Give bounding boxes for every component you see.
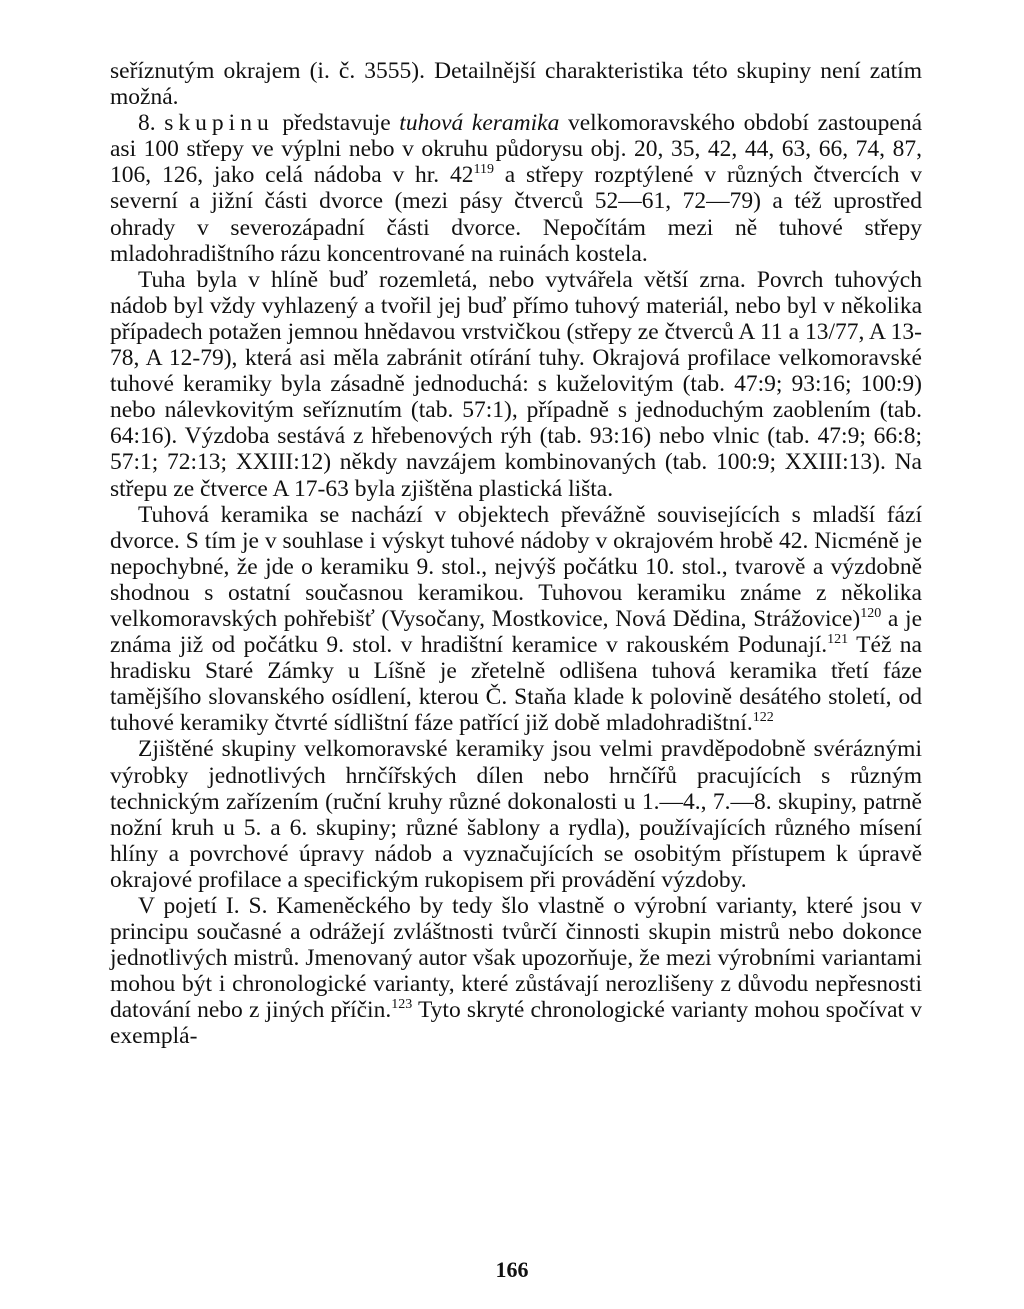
paragraph-1: seříznutým okrajem (i. č. 3555). Detailnější charakteristika této skupiny není zatím možná.: [110, 58, 922, 111]
body-text: [110, 58, 922, 1050]
text-run: Též na hradisku Staré Zámky u Líšně je zřetelně odlišena tuhová keramika třetí fáze tamějšího slovanského osídlení, kterou Č. Staňa klade k polovině desátého století, od tuhové keramiky čtvrté sídlištní fáze patřící již době mladohradištní.: [110, 632, 922, 737]
text-run: V pojetí I. S. Kameněckého by tedy šlo vlastně o výrobní varianty, které jsou v principu současné a odrážejí zvláštnosti tvůrčí činnosti skupin mistrů nebo dokonce jednotlivých mistrů. Jmenovaný autor však upozorňuje, že mezi výrobními variantami mohou být i chronologické varianty, které zůstávají nerozlišeny z důvodu nepřesnosti datování nebo z jiných příčin.: [110, 893, 922, 1024]
paragraph-3: Tuha byla v hlíně buď rozemletá, nebo vytvářela větší zrna. Povrch tuhových nádob byl vždy vyhlazený a tvořil jej buď přímo tuhový materiál, nebo byl v několika případech potažen jemnou hnědavou vrstvičkou (střepy ze čtverců A 11 a 13/77, A 13-78, A 12-79), která asi měla zabránit otírání tuhy. Okrajová profilace velkomoravské tuhové keramiky byla zásadně jednoduchá: s kuželovitým (tab. 47:9; 93:16; 100:9) nebo nálevkovitým seříznutím (tab. 57:1), případně s jednoduchým zaoblením (tab. 64:16). Výzdoba sestává z hřebenových rýh (tab. 93:16) nebo vlnic (tab. 47:9; 66:8; 57:1; 72:13; XXIII:12) někdy navzájem kombinovaných (tab. 100:9; XXIII:13). Na střepu ze čtverce A 17-63 byla zjištěna plastická lišta.: [110, 266, 922, 502]
text-run: Tyto skryté chronologické varianty mohou spočívat v exemplá-: [110, 997, 922, 1050]
paragraph-2: [110, 110, 922, 267]
paragraph-5: Zjištěné skupiny velkomoravské keramiky jsou velmi pravděpodobně svéráznými výrobky jednotlivých hrnčířských dílen nebo hrnčířů pracujících s různým technickým zařízením (ruční kruhy různé dokonalosti u 1.—4., 7.—8. skupiny, patrně nožní kruh u 5. a 6. skupiny; různé šablony a rydla), používajících různého mísení hlíny a povrchové úpravy nádob a vyznačujících se osobitým přístupem k úpravě okrajové profilace a specifickým rukopisem při provádění výzdoby.: [110, 736, 922, 893]
page-number: 166: [495, 1257, 529, 1282]
footnote-ref-122: 122: [752, 710, 774, 726]
text-run: velkomoravského období zastoupená asi 100 střepy ve výplni nebo v okruhu půdorysu obj. 20, 35, 42, 44, 63, 66, 74, 87, 106, 126, jako celá nádoba v hr. 42: [110, 110, 922, 189]
footnote-ref-121: 121: [827, 632, 849, 648]
text-run: představuje: [273, 110, 400, 137]
footnote-ref-123: 123: [391, 997, 413, 1013]
paragraph-4: [110, 502, 922, 737]
footnote-ref-119: 119: [473, 162, 494, 178]
paragraph-6: [110, 893, 922, 1050]
text-run: a je známa již od počátku 9. stol. v hradištní keramice v rakouském Podunají.: [110, 605, 923, 659]
footnote-ref-120: 120: [860, 605, 882, 621]
group-number: 8.: [138, 110, 156, 137]
text-run: a střepy rozptýlené v různých čtvercích v severní a jižní části dvorce (mezi pásy čtverců 52—61, 72—79) a též uprostřed ohrady v severozápadní části dvorce. Nepočítám mezi ně tuhové střepy mladohradištního rázu koncentrované na ruinách kostela.: [110, 162, 923, 267]
italic-term: tuhová keramika: [399, 110, 560, 137]
spaced-word: skupinu: [164, 110, 274, 137]
text-run: Tuhová keramika se nachází v objektech převážně souvisejících s mladší fází dvorce. S tím je v souhlase i výskyt tuhové nádoby v okrajovém hrobě 42. Nicméně je nepochybné, že jde o keramiku 9. stol., nejvýš počátku 10. stol., tvarově a výzdobně shodnou s ostatní současnou keramikou. Tuhovou keramiku známe z několika velkomoravských pohřebišť (Vysočany, Mostkovice, Nová Dědina, Strážovice): [110, 501, 922, 632]
